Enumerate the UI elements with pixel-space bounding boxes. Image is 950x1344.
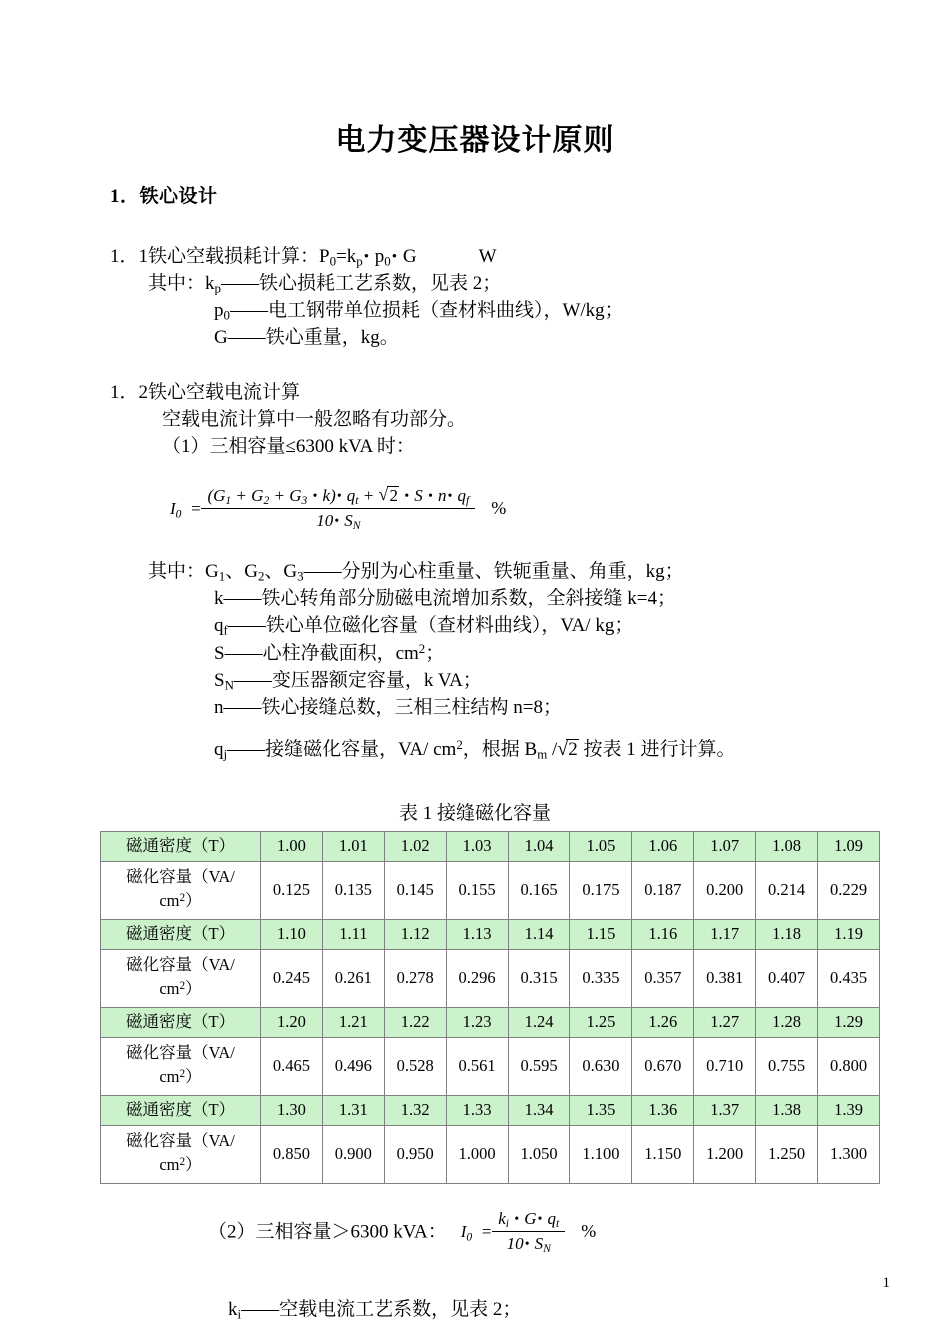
density-cell: 1.03 (446, 831, 508, 861)
section-1-2-line-2: 空载电流计算中一般忽略有功部分。 (162, 408, 467, 430)
capacity-cell: 0.528 (384, 1037, 446, 1095)
section-1-2-line-3: （1）三相容量≤6300 kVA 时： (162, 435, 415, 457)
capacity-cell: 0.278 (384, 949, 446, 1007)
capacity-cell: 1.100 (570, 1125, 632, 1183)
density-cell: 1.06 (632, 831, 694, 861)
table-row (101, 1095, 880, 1125)
section-1-2-where (110, 559, 950, 763)
formula-i0-case1-unit: % (491, 498, 507, 519)
density-cell: 1.14 (508, 919, 570, 949)
capacity-cell: 0.561 (446, 1037, 508, 1095)
where-item-qj: $q_j——$接缝磁化容量，VA/ $cm^2$，根据 $B_m$ / √ 2 按表 1 进行计算。 (110, 736, 950, 764)
density-cell: 1.25 (570, 1007, 632, 1037)
where-item-ki: $k_i——$空载电流工艺系数，见表 2； (228, 1299, 522, 1322)
formula-i0-case1-expression: $I_0$ = $\frac{(G_1 + G_2 + G_3 • k)• q_t + √ 2 • S • n• q_f}{10• S_N}$ (170, 487, 475, 533)
density-cell: 1.13 (446, 919, 508, 949)
density-cell: 1.10 (261, 919, 323, 949)
capacity-cell: 0.357 (632, 949, 694, 1007)
density-cell: 1.31 (322, 1095, 384, 1125)
density-cell: 1.15 (570, 919, 632, 949)
where-item-g: 其中：$G_1$、$G_2$、$G_3——$分别为心柱重量、铁轭重量、角重，kg； (148, 561, 684, 584)
density-cell: 1.30 (261, 1095, 323, 1125)
density-cell: 1.08 (756, 831, 818, 861)
capacity-cell: 0.595 (508, 1037, 570, 1095)
table-1-joint-magnetizing-capacity (100, 831, 880, 1184)
section-1-1-where-line-3: G——铁心重量，kg。 (214, 326, 399, 348)
density-label: 磁通密度（T） (101, 1095, 261, 1125)
table-row (101, 831, 880, 861)
section-1-2-line-1: 1．2铁心空载电流计算 (110, 381, 301, 403)
capacity-cell: 0.670 (632, 1037, 694, 1095)
density-cell: 1.37 (694, 1095, 756, 1125)
capacity-cell: 1.000 (446, 1125, 508, 1183)
section-1-1-line-1: 1．1铁心空载损耗计算：$P_0=k_p•$ $p_0•$ G W (110, 246, 497, 269)
density-cell: 1.00 (261, 831, 323, 861)
capacity-cell: 0.135 (322, 861, 384, 919)
where-item-qf: $q_f——$铁心单位磁化容量（查材料曲线），VA/ kg； (214, 615, 634, 638)
capacity-cell: 0.335 (570, 949, 632, 1007)
density-cell: 1.39 (818, 1095, 880, 1125)
density-cell: 1.33 (446, 1095, 508, 1125)
density-cell: 1.11 (322, 919, 384, 949)
capacity-cell: 0.630 (570, 1037, 632, 1095)
formula-p0: $P_0=k_p•$ $p_0•$ G (319, 246, 417, 269)
table-row (101, 1007, 880, 1037)
capacity-cell: 0.465 (261, 1037, 323, 1095)
capacity-cell: 1.300 (818, 1125, 880, 1183)
capacity-cell: 0.245 (261, 949, 323, 1007)
density-cell: 1.26 (632, 1007, 694, 1037)
capacity-label: 磁化容量（VA/ $cm^2$） (101, 1125, 261, 1183)
density-label: 磁通密度（T） (101, 831, 261, 861)
capacity-cell: 0.496 (322, 1037, 384, 1095)
capacity-cell: 0.850 (261, 1125, 323, 1183)
capacity-cell: 0.381 (694, 949, 756, 1007)
density-cell: 1.27 (694, 1007, 756, 1037)
capacity-cell: 0.155 (446, 861, 508, 919)
capacity-cell: 0.229 (818, 861, 880, 919)
density-cell: 1.01 (322, 831, 384, 861)
page-number: 1 (882, 1275, 890, 1291)
where-item-s: S——心柱净截面积，$cm^2$； (214, 641, 445, 664)
capacity-cell: 0.187 (632, 861, 694, 919)
density-cell: 1.32 (384, 1095, 446, 1125)
density-cell: 1.36 (632, 1095, 694, 1125)
capacity-cell: 0.125 (261, 861, 323, 919)
formula-i0-case2-expression: $I_0$ = $\frac{k_i • G• q_t}{10• S_N}$ (447, 1210, 565, 1256)
where-item-n: n——铁心接缝总数，三相三柱结构 n=8； (214, 696, 562, 718)
table-row (101, 919, 880, 949)
capacity-cell: 0.800 (818, 1037, 880, 1095)
density-cell: 1.02 (384, 831, 446, 861)
density-cell: 1.20 (261, 1007, 323, 1037)
density-label: 磁通密度（T） (101, 919, 261, 949)
capacity-label: 磁化容量（VA/ $cm^2$） (101, 861, 261, 919)
where-item-sn: $S_N——$变压器额定容量，k VA； (214, 669, 482, 693)
formula-i0-case2-unit: % (581, 1221, 597, 1242)
where-item-k: k——铁心转角部分励磁电流增加系数，全斜接缝 k=4； (214, 588, 676, 610)
density-cell: 1.16 (632, 919, 694, 949)
section-1-1-where-line-2: $p_0——$电工钢带单位损耗（查材料曲线），W/kg； (214, 299, 624, 323)
density-cell: 1.18 (756, 919, 818, 949)
capacity-cell: 1.200 (694, 1125, 756, 1183)
density-cell: 1.28 (756, 1007, 818, 1037)
capacity-cell: 1.150 (632, 1125, 694, 1183)
density-cell: 1.21 (322, 1007, 384, 1037)
capacity-cell: 0.407 (756, 949, 818, 1007)
capacity-label: 磁化容量（VA/ $cm^2$） (101, 1037, 261, 1095)
capacity-cell: 0.755 (756, 1037, 818, 1095)
capacity-cell: 0.261 (322, 949, 384, 1007)
section-1-2 (110, 380, 950, 461)
formula-i0-case1 (110, 487, 950, 533)
capacity-label: 磁化容量（VA/ $cm^2$） (101, 949, 261, 1007)
density-cell: 1.07 (694, 831, 756, 861)
capacity-cell: 0.200 (694, 861, 756, 919)
density-cell: 1.05 (570, 831, 632, 861)
table-row (101, 861, 880, 919)
page-title: 电力变压器设计原则 (335, 123, 615, 158)
table-row (101, 1037, 880, 1095)
capacity-cell: 1.250 (756, 1125, 818, 1183)
section-heading-1: 1．铁心设计 (110, 186, 218, 207)
density-cell: 1.04 (508, 831, 570, 861)
capacity-cell: 0.145 (384, 861, 446, 919)
section-1-1 (110, 244, 950, 352)
capacity-cell: 0.214 (756, 861, 818, 919)
formula-i0-case2 (110, 1210, 950, 1256)
capacity-cell: 0.296 (446, 949, 508, 1007)
capacity-cell: 0.175 (570, 861, 632, 919)
capacity-cell: 0.165 (508, 861, 570, 919)
density-cell: 1.35 (570, 1095, 632, 1125)
density-cell: 1.22 (384, 1007, 446, 1037)
density-cell: 1.29 (818, 1007, 880, 1037)
capacity-cell: 0.900 (322, 1125, 384, 1183)
capacity-cell: 0.435 (818, 949, 880, 1007)
density-cell: 1.34 (508, 1095, 570, 1125)
formula-i0-case2-prefix: （2）三相容量＞6300 kVA： (208, 1221, 447, 1243)
capacity-cell: 1.050 (508, 1125, 570, 1183)
table-row (101, 1125, 880, 1183)
capacity-cell: 0.950 (384, 1125, 446, 1183)
density-label: 磁通密度（T） (101, 1007, 261, 1037)
capacity-cell: 0.315 (508, 949, 570, 1007)
density-cell: 1.23 (446, 1007, 508, 1037)
density-cell: 1.17 (694, 919, 756, 949)
section-1-1-where-line-1: 其中：$k_p——$铁心损耗工艺系数，见表 2； (148, 272, 502, 296)
table-1-caption: 表 1 接缝磁化容量 (398, 802, 551, 824)
density-cell: 1.12 (384, 919, 446, 949)
capacity-cell: 0.710 (694, 1037, 756, 1095)
density-cell: 1.24 (508, 1007, 570, 1037)
table-row (101, 949, 880, 1007)
density-cell: 1.38 (756, 1095, 818, 1125)
density-cell: 1.09 (818, 831, 880, 861)
density-cell: 1.19 (818, 919, 880, 949)
